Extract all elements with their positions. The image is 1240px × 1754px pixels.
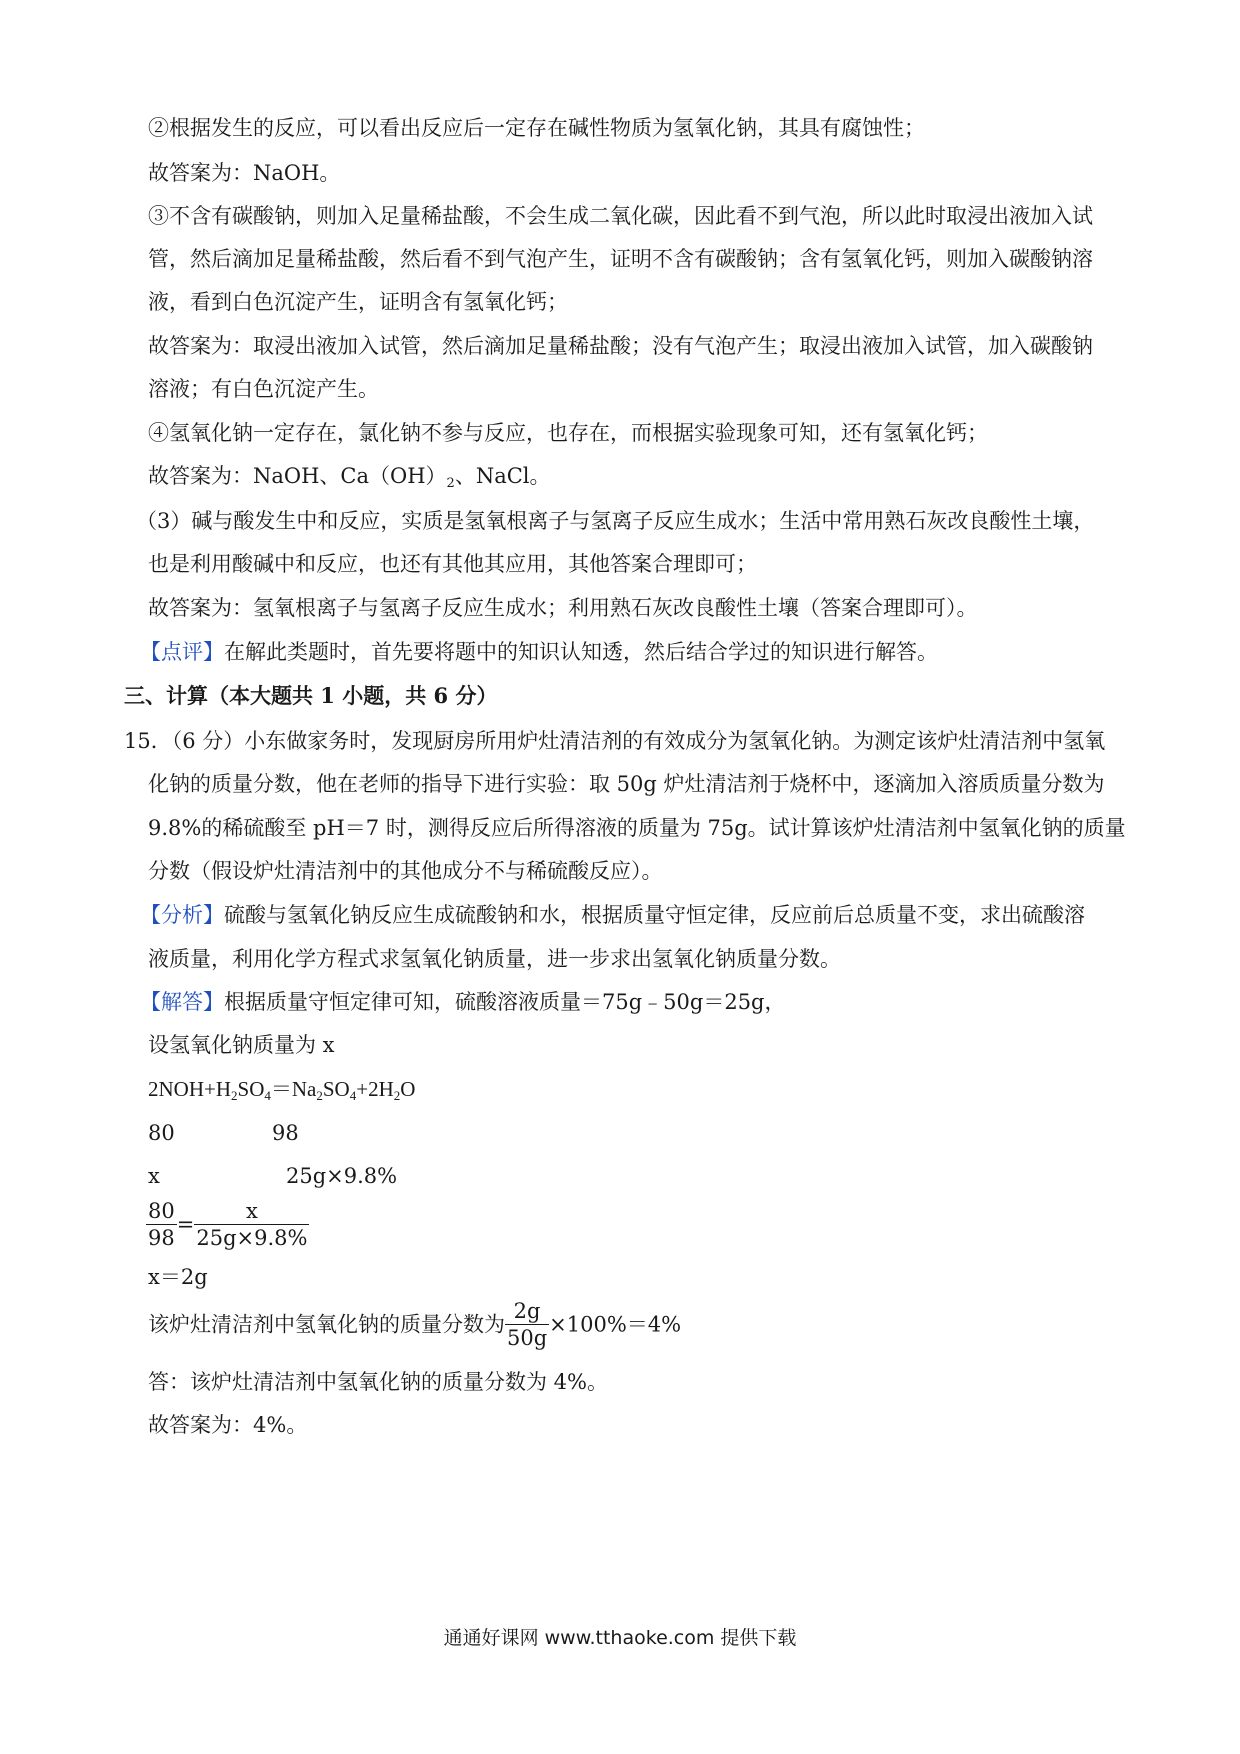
solution-tag: 【解答】 — [140, 990, 224, 1014]
section-heading: 三、计算（本大题共 1 小题，共 6 分） — [124, 683, 498, 708]
comment-tag: 【点评】 — [140, 640, 224, 664]
analysis-tag: 【分析】 — [140, 903, 224, 927]
text-line: 液，看到白色沉淀产生，证明含有氢氧化钙； — [148, 290, 568, 314]
chemical-equation: $2NOH+H_2SO_4=Na_2SO_4+2H_2O$ — [148, 1077, 416, 1103]
ratio-value: 25g×9.8% — [286, 1164, 398, 1188]
text-line: （3）碱与酸发生中和反应，实质是氢氧根离子与氢离子反应生成水；生活中常用熟石灰改良酸性土壤， — [136, 509, 1095, 533]
result-line: x＝2g — [148, 1265, 208, 1289]
text-line: 故答案为：NaOH、$Ca(OH)_2$、NaCl。 — [148, 464, 551, 491]
proportion-equation: $\frac{80}{98}$ = $\frac{x}{25g\times 9.8\%}$ — [148, 1199, 308, 1250]
analysis-line: 【分析】硫酸与氢氧化钠反应生成硫酸钠和水，根据质量守恒定律，反应前后总质量不变，求出硫酸溶 — [140, 903, 1085, 927]
text-line: ③不含有碳酸钠，则加入足量稀盐酸，不会生成二氧化碳，因此看不到气泡，所以此时取浸出液加入试 — [148, 204, 1093, 228]
answer-line: 故答案为：4%。 — [148, 1413, 308, 1437]
question-line: 9.8%的稀硫酸至 pH＝7 时，测得反应后所得溶液的质量为 75g。试计算该炉灶清洁剂中氢氧化钠的质量 — [148, 816, 1126, 840]
text-line: 也是利用酸碱中和反应，也还有其他其应用，其他答案合理即可； — [148, 552, 757, 576]
solution-line: 设氢氧化钠质量为 x — [148, 1033, 335, 1057]
text-line: 溶液；有白色沉淀产生。 — [148, 377, 379, 401]
ratio-value: 80 — [148, 1121, 175, 1145]
page-footer: 通通好课网 www.tthaoke.com 提供下载 — [443, 1627, 797, 1649]
fraction: $\frac{x}{25g\times 9.8\%}$ — [196, 1199, 308, 1250]
question-line: 15．（6 分）小东做家务时，发现厨房所用炉灶清洁剂的有效成分为氢氧化钠。为测定该炉灶清洁剂中氢氧 — [124, 729, 1106, 753]
question-line: 化钠的质量分数，他在老师的指导下进行实验：取 50g 炉灶清洁剂于烧杯中，逐滴加入溶质质量分数为 — [148, 772, 1105, 796]
text-line: 管，然后滴加足量稀盐酸，然后看不到气泡产生，证明不含有碳酸钠；含有氢氧化钙，则加入碳酸钠溶 — [148, 247, 1093, 271]
ratio-value: 98 — [272, 1121, 299, 1145]
solution-line: 【解答】根据质量守恒定律可知，硫酸溶液质量＝75g﹣50g＝25g， — [140, 990, 786, 1014]
answer-line: 答：该炉灶清洁剂中氢氧化钠的质量分数为 4%。 — [148, 1370, 608, 1394]
percentage-line: 该炉灶清洁剂中氢氧化钠的质量分数为 $\frac{2g}{50g}$ ×100%＝4% — [148, 1299, 682, 1350]
text-line: ④氢氧化钠一定存在，氯化钠不参与反应，也存在，而根据实验现象可知，还有氢氧化钙； — [148, 421, 988, 445]
text-line: 故答案为：取浸出液加入试管，然后滴加足量稀盐酸；没有气泡产生；取浸出液加入试管，加入碳酸钠 — [148, 334, 1093, 358]
ratio-value: x — [148, 1164, 160, 1188]
text-line: 故答案为：NaOH。 — [148, 161, 341, 185]
text-line: ②根据发生的反应，可以看出反应后一定存在碱性物质为氢氧化钠，其具有腐蚀性； — [148, 116, 925, 140]
question-line: 分数（假设炉灶清洁剂中的其他成分不与稀硫酸反应）。 — [148, 859, 663, 883]
analysis-line: 液质量，利用化学方程式求氢氧化钠质量，进一步求出氢氧化钠质量分数。 — [148, 947, 841, 971]
comment-line: 【点评】在解此类题时，首先要将题中的知识认知透，然后结合学过的知识进行解答。 — [140, 640, 938, 664]
fraction: $\frac{2g}{50g}$ — [507, 1299, 548, 1350]
fraction: $\frac{80}{98}$ — [148, 1199, 175, 1250]
text-line: 故答案为：氢氧根离子与氢离子反应生成水；利用熟石灰改良酸性土壤（答案合理即可）。 — [148, 596, 978, 620]
